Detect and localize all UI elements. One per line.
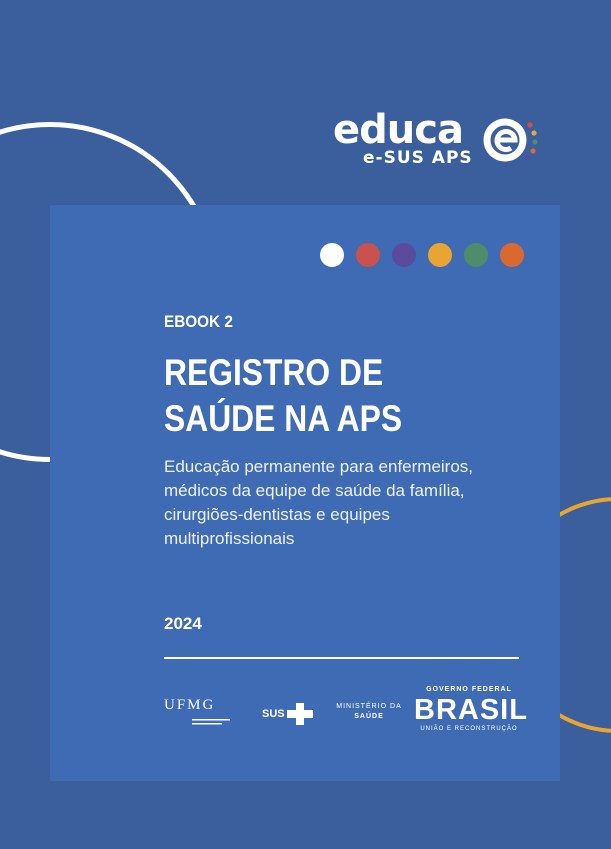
logo-wordmark: educa [333, 107, 463, 153]
ministerio-line-1: MINISTÉRIO DA [336, 703, 402, 710]
cover-panel [50, 205, 560, 781]
cover-title [164, 350, 491, 442]
sus-wordmark: SUS [262, 708, 285, 720]
ministerio-line-2 [329, 712, 409, 722]
cover-subtitle: Educação permanente para enfermeiros, médicos da equipe de saúde da família, cirurgiões-dentistas e equipes multiprofissionais [164, 457, 474, 548]
dot-green [464, 243, 488, 267]
dot-yellow [428, 243, 452, 267]
cover-year: 2024 [164, 614, 202, 633]
gov-wordmark: BRASIL [414, 694, 528, 726]
gov-bottom-label: UNIÃO E RECONSTRUÇÃO [420, 726, 518, 732]
dot-orange [500, 243, 524, 267]
gov-top-label: GOVERNO FEDERAL [426, 686, 512, 693]
sus-cross-icon [287, 703, 313, 725]
ebook-label: EBOOK 2 [164, 312, 233, 331]
color-dots [320, 243, 524, 267]
ministerio-logo [329, 702, 409, 722]
logo-subtitle: e-SUS APS [363, 148, 473, 168]
sus-logo [262, 703, 313, 725]
ufmg-tagline-icon [164, 718, 230, 726]
governo-federal-logo [414, 685, 528, 733]
divider [164, 657, 519, 659]
dot-purple [392, 243, 416, 267]
title-line-1: REGISTRO DE [164, 352, 384, 393]
ufmg-logo [164, 697, 230, 731]
ministerio-line-2-text: SAÚDE [354, 713, 384, 720]
dot-white [320, 243, 344, 267]
ufmg-wordmark: UFMG [164, 697, 216, 713]
logo-mark-icon [483, 116, 543, 168]
title-line-2: SAÚDE NA APS [164, 398, 403, 439]
educa-esus-logo [333, 107, 543, 170]
partner-logos [164, 685, 528, 735]
dot-red [356, 243, 380, 267]
